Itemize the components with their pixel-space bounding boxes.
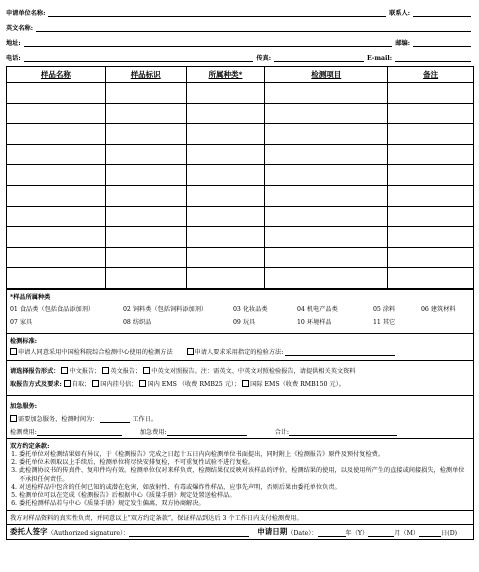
delivery-registered-label: 国内挂号信；: [100, 380, 138, 388]
contact-label: 联系人:: [389, 10, 410, 17]
address-label: 地址:: [6, 40, 21, 47]
sample-cell[interactable]: [7, 144, 106, 165]
header-row-2: [6, 17, 474, 32]
delivery-domestic-ems-label: 国内 EMS （收费 RMB25 元）；: [147, 380, 241, 388]
urgent-fee-field[interactable]: [167, 428, 247, 436]
sample-cell[interactable]: [7, 206, 106, 227]
sample-cell[interactable]: [388, 124, 474, 145]
urgent-fee-label: 加急费用:: [139, 428, 167, 436]
sample-cell[interactable]: [388, 227, 474, 248]
sample-table-header: [7, 67, 474, 83]
term-item: 4. 对送检样品中包含的任何已知的或潜在危害，如放射性、有毒或爆炸性样品，应事先声明，否则后果由委托单位负责。: [19, 484, 470, 492]
sample-cell[interactable]: [388, 247, 474, 268]
sample-cell[interactable]: [265, 103, 388, 124]
sample-cell[interactable]: [105, 83, 186, 104]
sample-cell[interactable]: [7, 268, 106, 289]
sample-table: [6, 66, 474, 289]
applicant-unit-label: 申请单位名称:: [6, 10, 46, 17]
col-sample-id: 样品标识: [105, 67, 186, 83]
sample-cell[interactable]: [105, 247, 186, 268]
postcode-field[interactable]: [413, 38, 471, 47]
date-label: 申请日期: [257, 527, 288, 537]
sample-cell[interactable]: [105, 124, 186, 145]
fax-field[interactable]: [274, 53, 364, 62]
sample-row: [7, 165, 474, 186]
term-item: 3. 此检测协议书的传真件、复印件均有效。检测单位仅对来样负责，检测结果仅反映对该样品的评价，检测结果的使用，以及使用所产生的直接或间接损失，检测单位不承担任何责任。: [19, 467, 470, 483]
col-sample-name: 样品名称: [7, 67, 106, 83]
applicant-unit-field[interactable]: [48, 8, 386, 17]
col-category: 所属种类*: [186, 67, 265, 83]
report-english-checkbox[interactable]: [102, 367, 109, 374]
sample-row: [7, 247, 474, 268]
sample-cell[interactable]: [7, 227, 106, 248]
sample-row: [7, 83, 474, 104]
signature-label: 委托人签字: [10, 527, 48, 537]
term-item: 2. 委托单位未领取以上手续后，检测单位将尽快安排复检，不可重复性试验不进行复检。: [19, 459, 470, 467]
header-row-4: [6, 47, 474, 62]
col-test-items: 检测项目: [265, 67, 388, 83]
sample-cell[interactable]: [186, 124, 265, 145]
sample-cell[interactable]: [186, 206, 265, 227]
report-bilingual-checkbox[interactable]: [143, 367, 150, 374]
contact-field[interactable]: [413, 8, 471, 17]
category-section: [7, 290, 473, 334]
postcode-label: 邮编:: [395, 40, 410, 47]
sample-cell[interactable]: [105, 165, 186, 186]
sample-row: [7, 268, 474, 289]
category-item: 11 其它: [373, 318, 396, 326]
sample-cell[interactable]: [186, 165, 265, 186]
english-name-label: 英文名称:: [6, 25, 34, 32]
category-item: 02 饲料类（包括饲料添加剂）: [123, 305, 208, 313]
total-fee-label: 合计:: [274, 428, 290, 436]
sample-cell[interactable]: [7, 165, 106, 186]
date-day-unit: 日(D): [441, 530, 458, 538]
english-name-field[interactable]: [36, 23, 471, 32]
delivery-pickup-checkbox[interactable]: [64, 380, 71, 387]
category-item: 05 涂料: [373, 305, 396, 313]
sample-row: [7, 206, 474, 227]
term-item: 5. 检测单位可以在完成《检测报告》后根据中心《质量手册》规定处置送检样品。: [19, 492, 470, 500]
sample-cell[interactable]: [7, 124, 106, 145]
sample-cell[interactable]: [186, 144, 265, 165]
total-fee-field[interactable]: [289, 428, 397, 436]
sample-cell[interactable]: [186, 227, 265, 248]
sample-cell[interactable]: [265, 185, 388, 206]
phone-field[interactable]: [24, 53, 254, 62]
category-item: 10 环境样品: [297, 318, 332, 326]
term-item: 1. 委托单位对检测结果如有异议，于《检测报告》完成之日起十五日内向检测单位书面提出，同时附上《检测报告》原件及预付复检费。: [19, 451, 470, 459]
sample-row: [7, 227, 474, 248]
sample-cell[interactable]: [388, 206, 474, 227]
delivery-intl-ems-checkbox[interactable]: [242, 380, 249, 387]
report-format-label: 请选择报告形式：: [10, 367, 60, 375]
urgent-label: 需要加急服务，检测时间为：: [18, 415, 99, 423]
category-title: *样品所属种类: [10, 293, 51, 301]
sample-cell[interactable]: [388, 268, 474, 289]
sample-cell[interactable]: [388, 103, 474, 124]
report-bilingual-label: 中英文对照报告。注：需英文、中英文对照检验报告，请提供相关英文资料: [151, 367, 356, 375]
urgent-section: [7, 396, 473, 439]
sample-cell[interactable]: [105, 103, 186, 124]
fax-label: 传真:: [256, 55, 272, 62]
urgent-days-field[interactable]: [100, 415, 130, 423]
category-grid: [10, 304, 470, 326]
sample-cell[interactable]: [105, 206, 186, 227]
standard-custom-field[interactable]: [285, 348, 395, 356]
sample-cell[interactable]: [388, 165, 474, 186]
report-english-label: 英文报告；: [110, 367, 142, 375]
test-fee-field[interactable]: [37, 428, 122, 436]
sample-cell[interactable]: [7, 83, 106, 104]
delivery-registered-checkbox[interactable]: [92, 380, 99, 387]
sample-cell[interactable]: [7, 103, 106, 124]
report-delivery-label: 取报告方式及要求:: [10, 380, 62, 388]
date-label-en: （Date）：: [287, 530, 318, 538]
address-field[interactable]: [24, 38, 393, 47]
terms-section: [7, 439, 473, 511]
sample-cell[interactable]: [7, 185, 106, 206]
statement-section: [7, 511, 473, 525]
col-remarks: 备注: [388, 67, 474, 83]
header-row-3: [6, 32, 474, 47]
report-chinese-label: 中文报告；: [69, 367, 101, 375]
sample-row: [7, 185, 474, 206]
sample-cell[interactable]: [105, 185, 186, 206]
sample-cell[interactable]: [105, 144, 186, 165]
sample-cell[interactable]: [388, 83, 474, 104]
sample-cell[interactable]: [186, 83, 265, 104]
urgent-unit: 工作日。: [132, 415, 158, 423]
delivery-intl-ems-label: 国际 EMS（收费 RMB150 元）。: [250, 380, 345, 388]
sample-row: [7, 144, 474, 165]
terms-title: 双方约定条款:: [10, 442, 50, 450]
urgent-title: 加急服务:: [10, 402, 38, 410]
email-label: E-mail:: [367, 55, 392, 62]
application-form: [6, 6, 474, 540]
sample-cell[interactable]: [265, 247, 388, 268]
report-section: [7, 361, 473, 396]
urgent-checkbox[interactable]: [10, 415, 17, 422]
date-year-unit: 年（Y）: [345, 530, 369, 538]
signature-field[interactable]: [129, 529, 249, 537]
sample-cell[interactable]: [186, 268, 265, 289]
sample-cell[interactable]: [186, 185, 265, 206]
standard-default-label: 申请人同意采用中国检科院综合检测中心使用的检测方法: [18, 348, 173, 356]
sample-row: [7, 103, 474, 124]
category-item: 04 机电产品类: [297, 305, 338, 313]
standard-custom-checkbox[interactable]: [187, 348, 194, 355]
delivery-domestic-ems-checkbox[interactable]: [139, 380, 146, 387]
test-fee-label: 检测费用:: [10, 428, 37, 436]
statement-text: 我方对样品资料的真实性负责，并同意以上“双方约定条款”，保证样品到达后 3 个工作日内支付检测费用。: [10, 515, 303, 523]
date-year-field[interactable]: [318, 529, 346, 537]
phone-label: 电话:: [6, 55, 21, 62]
sample-cell[interactable]: [265, 83, 388, 104]
signature-label-en: （Authorized signature）：: [47, 530, 130, 538]
sample-cell[interactable]: [265, 268, 388, 289]
sample-cell[interactable]: [265, 124, 388, 145]
date-day-field[interactable]: [419, 529, 441, 537]
sample-cell[interactable]: [105, 227, 186, 248]
sample-cell[interactable]: [265, 165, 388, 186]
sample-cell[interactable]: [265, 206, 388, 227]
report-chinese-checkbox[interactable]: [61, 367, 68, 374]
sample-cell[interactable]: [388, 185, 474, 206]
date-month-field[interactable]: [368, 529, 394, 537]
category-item: 06 建筑材料: [421, 305, 456, 313]
date-month-unit: 月（M）: [394, 530, 420, 538]
sample-cell[interactable]: [186, 247, 265, 268]
sample-cell[interactable]: [7, 247, 106, 268]
sample-cell[interactable]: [186, 103, 265, 124]
term-item: 6. 委托检测样品若与中心《质量手册》规定发生偏离，双方协商解决。: [19, 500, 470, 508]
delivery-pickup-label: 自取；: [71, 380, 91, 388]
sample-row: [7, 124, 474, 145]
standard-section: [7, 334, 473, 361]
standard-default-checkbox[interactable]: [10, 348, 17, 355]
details-box: [6, 289, 474, 540]
category-item: 03 化妆品类: [233, 305, 268, 313]
sample-cell[interactable]: [388, 144, 474, 165]
sample-cell[interactable]: [265, 144, 388, 165]
standard-custom-label: 申请人要求采用指定的检验方法:: [194, 348, 284, 356]
header-row-1: [6, 6, 474, 17]
email-field[interactable]: [395, 53, 471, 62]
category-item: 01 食品类（包括食品添加剂）: [10, 305, 95, 313]
category-item: 09 玩具: [233, 318, 256, 326]
standard-title: 检测标准:: [10, 337, 38, 345]
sample-cell[interactable]: [265, 227, 388, 248]
category-item: 07 家具: [10, 318, 33, 326]
sample-cell[interactable]: [105, 268, 186, 289]
signature-section: [7, 525, 473, 539]
terms-list: [10, 451, 470, 508]
category-item: 08 纺织品: [123, 318, 152, 326]
